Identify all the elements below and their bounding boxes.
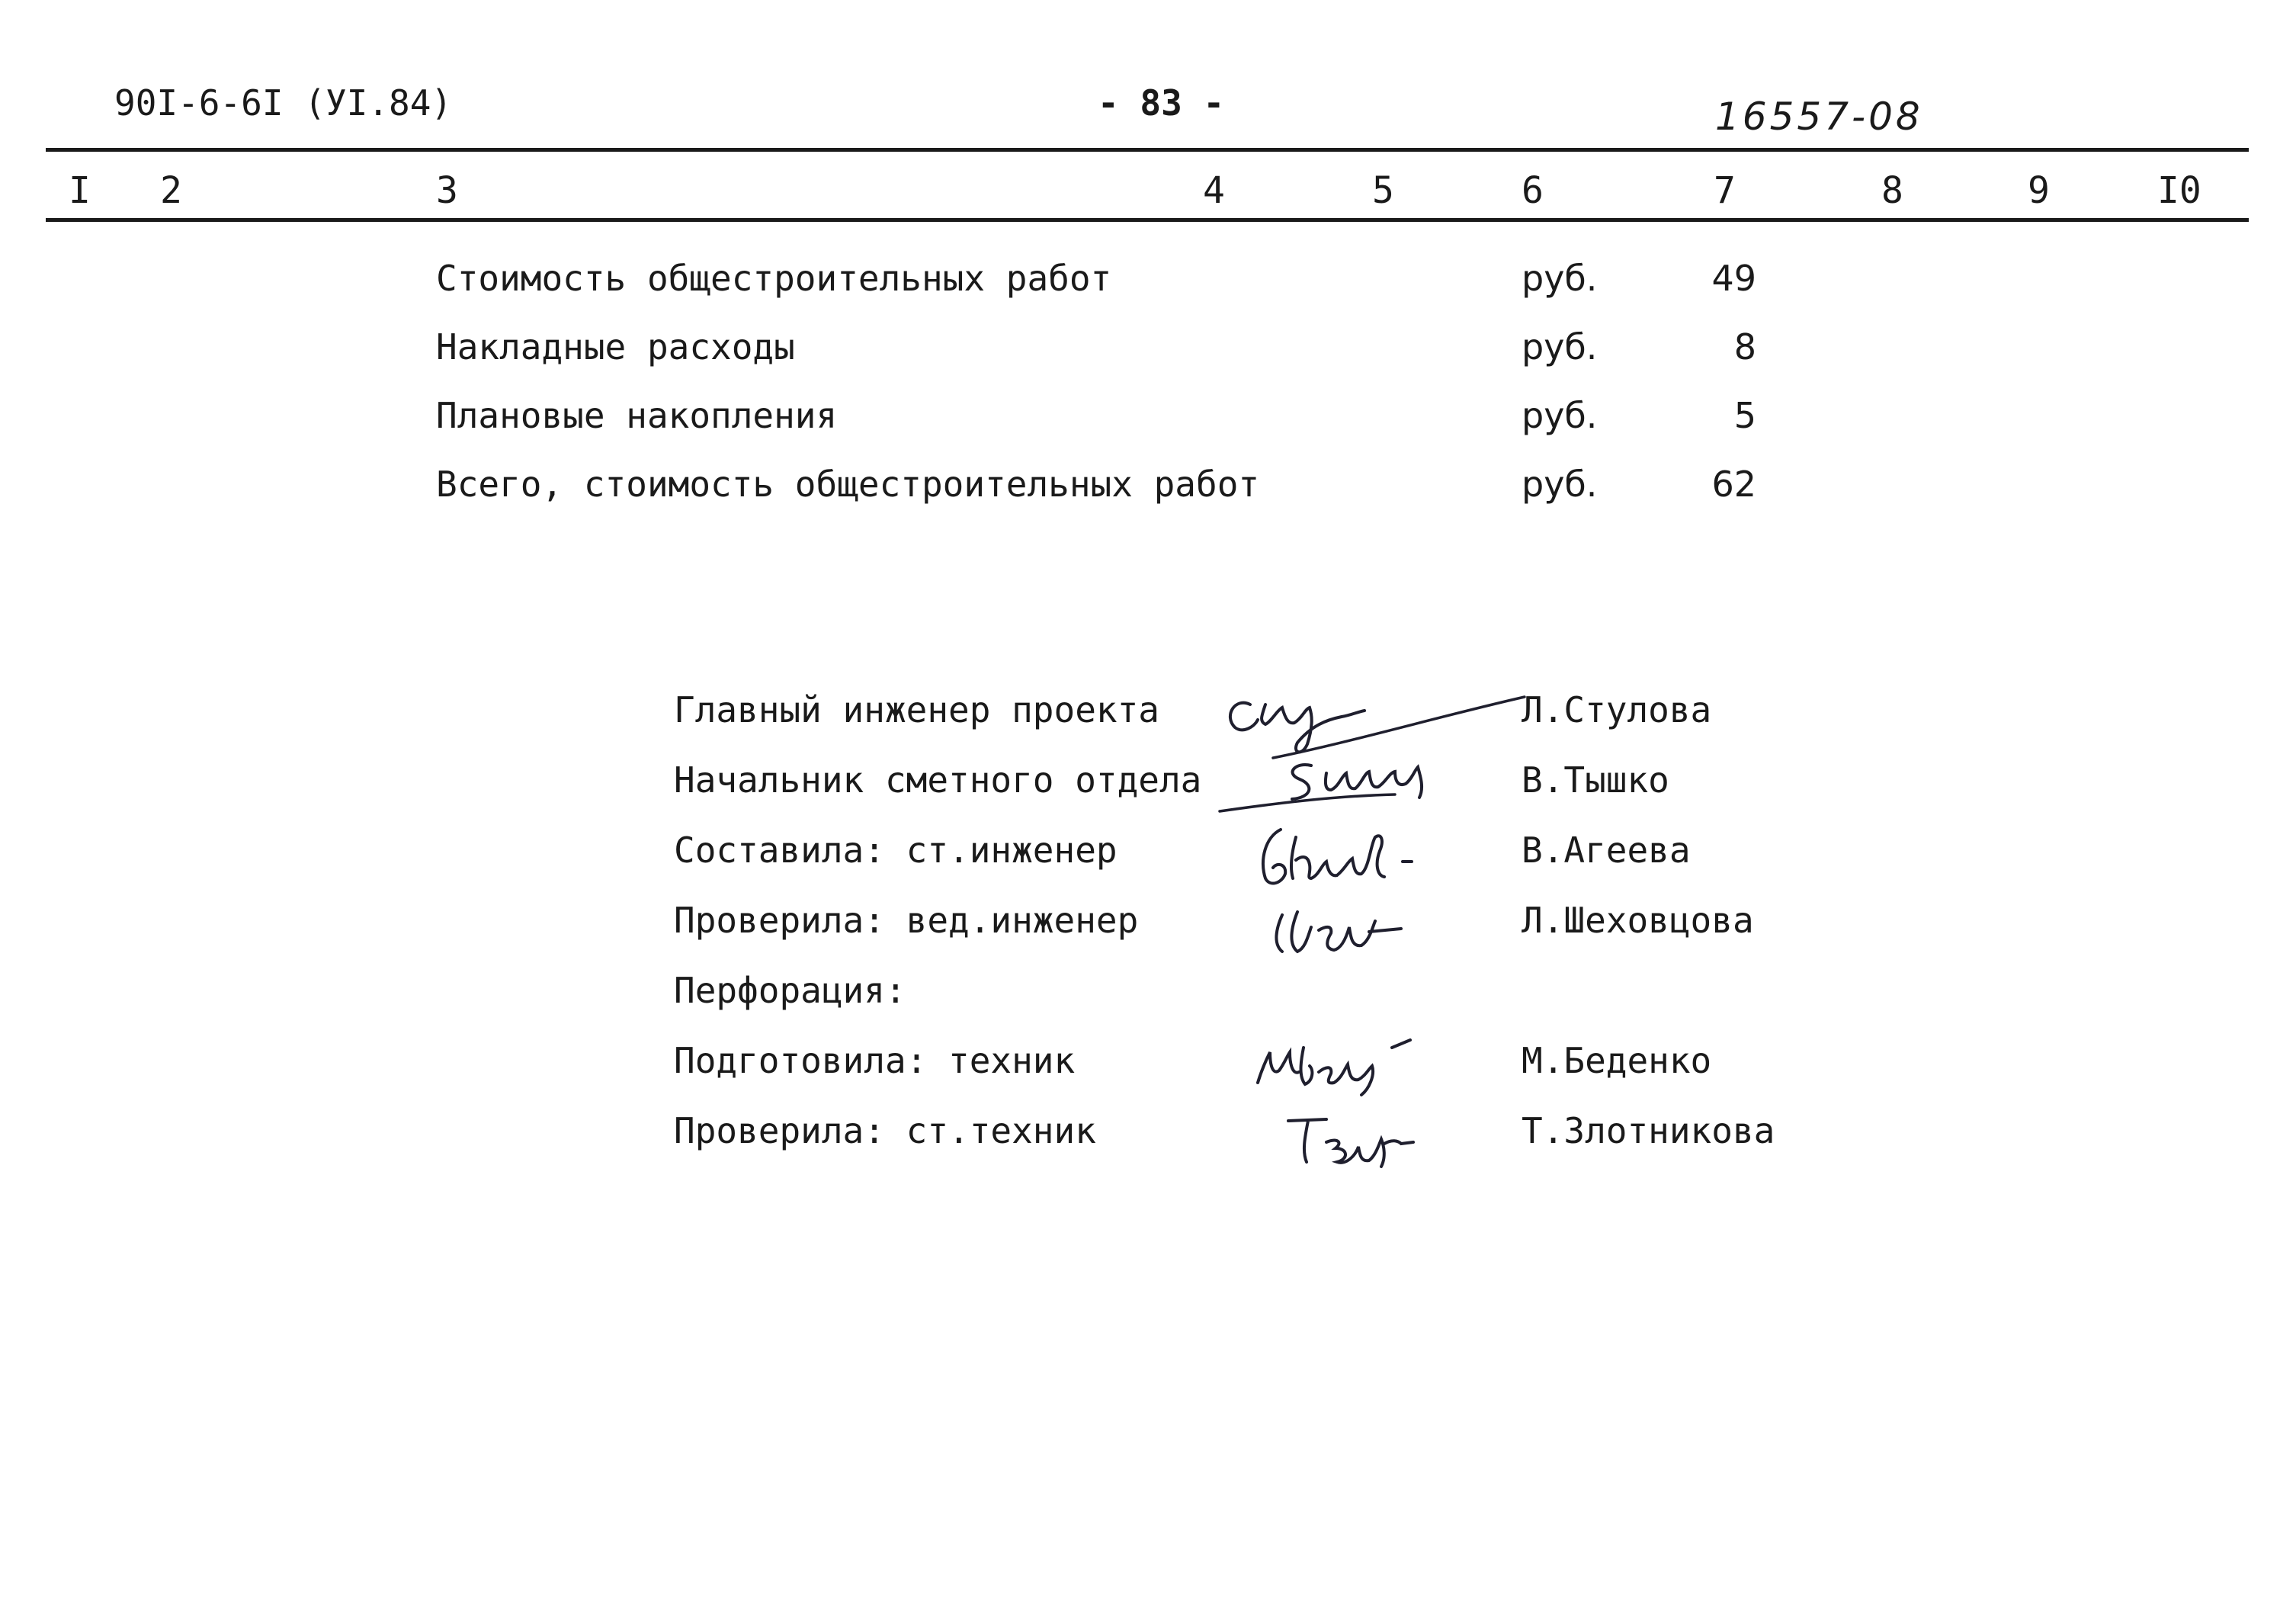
signature-role: Начальник сметного отдела [674,759,1202,801]
signature-role: Составила: ст.инженер [674,830,1118,871]
signature-role: Проверила: вед.инженер [674,900,1139,941]
signature-role: Главный инженер проекта [674,689,1159,730]
column-number: 2 [160,169,182,212]
table-header-rule [46,218,2249,222]
column-number: I [69,169,91,212]
handwritten-signature [1212,884,1441,968]
table-top-rule [46,148,2249,152]
signature-name: Л.Стулова [1522,689,1712,730]
row-label: Накладные расходы [436,326,795,368]
row-label: Всего, стоимость общестроительных работ [436,464,1260,505]
handwritten-signature [1212,1022,1456,1106]
column-number: 8 [1881,169,1903,212]
handwritten-signature [1212,1098,1441,1174]
column-number: 9 [2028,169,2050,212]
signature-name: В.Тышко [1522,759,1669,801]
inventory-number: 16557-08 [1715,95,1923,139]
column-number: 7 [1714,169,1736,212]
signature-role: Подготовила: техник [674,1040,1076,1081]
signature-name: В.Агеева [1522,830,1691,871]
document-code: 90I-6-6I (УI.84) [114,82,453,124]
column-number: 4 [1203,169,1225,212]
column-number: 3 [436,169,458,212]
signature-name: Л.Шеховцова [1522,900,1754,941]
row-value: 62 [1711,464,1756,505]
signature-name: М.Беденко [1522,1040,1712,1081]
signature-role: Перфорация: [674,970,906,1011]
column-number: 5 [1372,169,1394,212]
signature-name: Т.Злотникова [1522,1110,1775,1151]
row-label: Стоимость общестроительных работ [436,258,1112,299]
row-unit: руб. [1522,326,1598,368]
row-unit: руб. [1522,464,1598,505]
row-unit: руб. [1522,395,1598,436]
row-value: 5 [1733,395,1756,436]
row-value: 49 [1711,258,1756,299]
row-label: Плановые накопления [436,395,838,436]
row-value: 8 [1733,326,1756,368]
column-number: I0 [2157,169,2201,212]
signature-role: Проверила: ст.техник [674,1110,1096,1151]
row-unit: руб. [1522,258,1598,299]
page-number: - 83 - [1098,82,1225,124]
column-number: 6 [1522,169,1544,212]
